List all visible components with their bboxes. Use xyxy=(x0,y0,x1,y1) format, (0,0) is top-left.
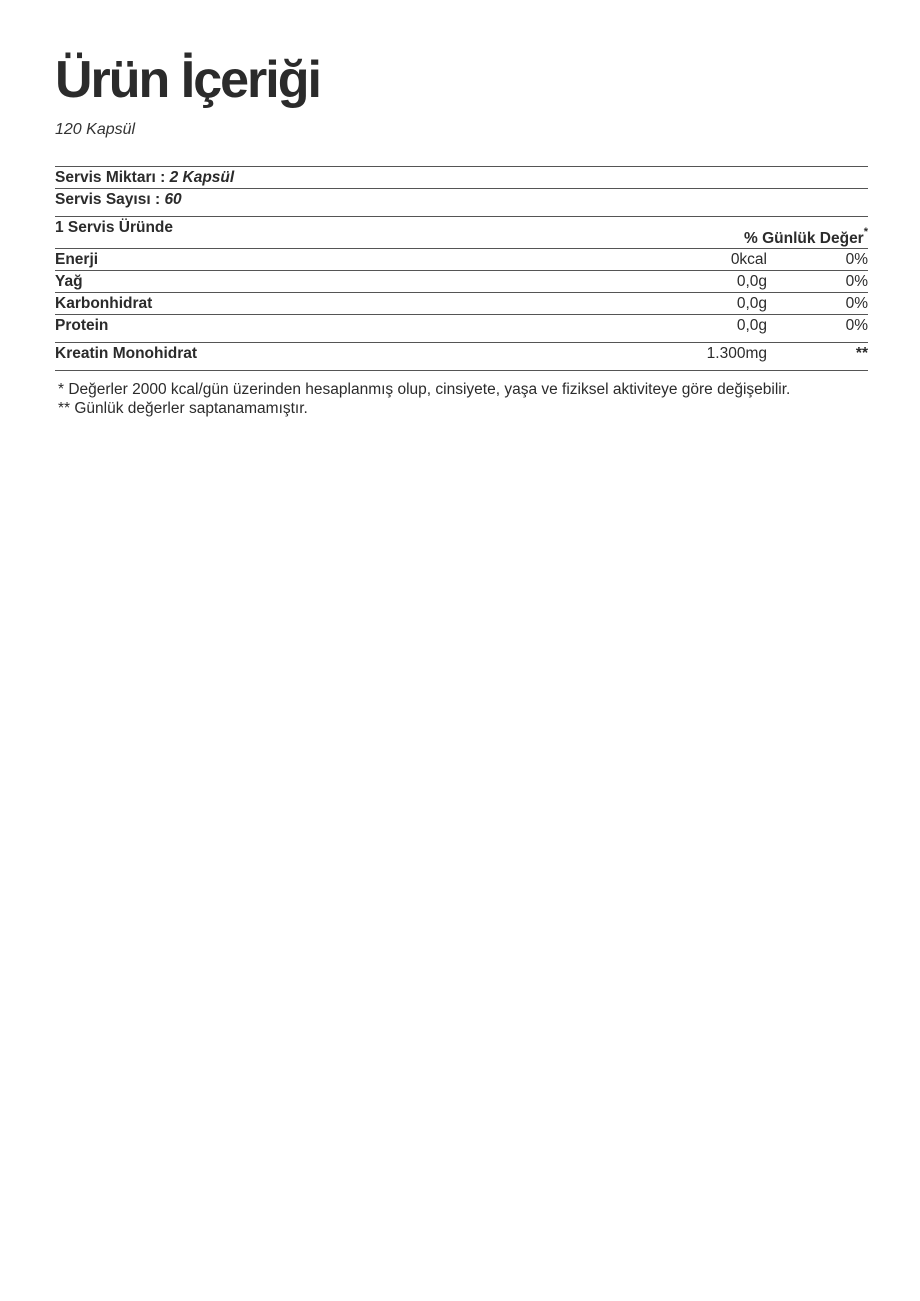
serving-size-label: Servis Miktarı : xyxy=(55,169,170,186)
table-header-row xyxy=(55,218,868,248)
daily-value-footnote-mark: * xyxy=(863,226,868,238)
per-serving-heading: 1 Servis Üründe xyxy=(55,219,174,236)
serving-count-label: Servis Sayısı : xyxy=(55,191,165,208)
table-divider xyxy=(55,248,868,249)
serving-count-value: 60 xyxy=(164,191,182,208)
page-subtitle: 120 Kapsül xyxy=(55,121,136,138)
product-content-sheet xyxy=(55,50,868,417)
nutrient-name: Protein xyxy=(55,317,109,334)
table-divider xyxy=(55,292,868,293)
table-divider xyxy=(55,342,868,343)
nutrient-daily-value: ** xyxy=(855,345,868,362)
nutrient-amount: 0,0g xyxy=(736,273,767,290)
nutrient-daily-value: 0% xyxy=(845,295,868,312)
footnotes xyxy=(58,380,790,418)
table-divider xyxy=(55,188,868,189)
page-title: Ürün İçeriği xyxy=(55,51,320,109)
nutrient-amount: 0,0g xyxy=(736,295,767,312)
nutrient-daily-value: 0% xyxy=(845,317,868,334)
nutrient-amount: 0kcal xyxy=(730,251,767,268)
nutrient-name: Kreatin Monohidrat xyxy=(55,345,198,362)
nutrient-name: Enerji xyxy=(55,251,99,268)
footnote-not-established: ** Günlük değerler saptanamamıştır. xyxy=(58,400,308,417)
nutrient-name: Yağ xyxy=(55,273,83,290)
nutrient-daily-value: 0% xyxy=(845,273,868,290)
table-divider xyxy=(55,270,868,271)
nutrient-daily-value: 0% xyxy=(845,251,868,268)
daily-value-heading: % Günlük Değer* xyxy=(744,226,868,248)
footnote-daily-value: * Değerler 2000 kcal/gün üzerinden hesaplanmış olup, cinsiyete, yaşa ve fiziksel aktiviteye göre değişebilir. xyxy=(58,381,791,398)
nutrient-name: Karbonhidrat xyxy=(55,295,153,312)
table-divider xyxy=(55,166,868,167)
nutrient-amount: 1.300mg xyxy=(706,345,767,362)
table-divider xyxy=(55,370,868,371)
nutrient-amount: 0,0g xyxy=(736,317,767,334)
table-divider xyxy=(55,314,868,315)
serving-size-value: 2 Kapsül xyxy=(169,169,235,186)
table-divider xyxy=(55,216,868,217)
